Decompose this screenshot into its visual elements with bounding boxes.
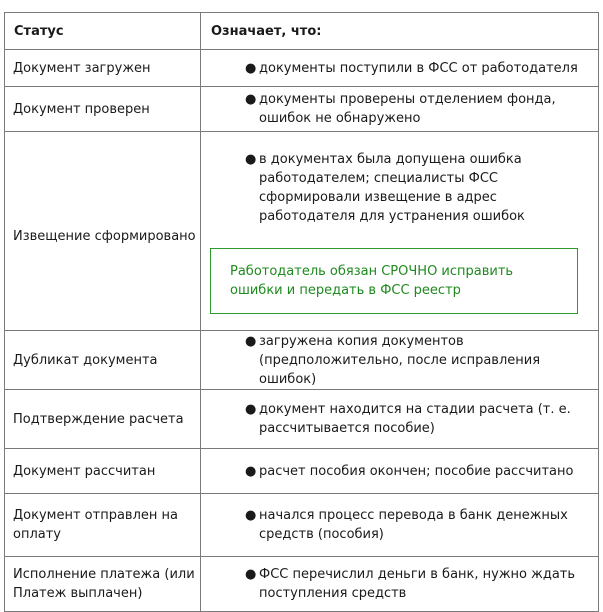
warning-notice: Работодатель обязан СРОЧНО исправить ошибки и передать в ФСС реестр: [210, 248, 578, 314]
list-item: [245, 59, 590, 78]
bullet-list: [245, 506, 590, 544]
status-cell: Подтверждение расчета: [5, 390, 201, 449]
list-item: [245, 462, 590, 481]
list-item-text: расчет пособия окончен; пособие рассчитано: [259, 463, 574, 479]
list-item: [245, 400, 590, 438]
list-item-text: документ находится на стадии расчета (т. е. рассчитывается пособие): [259, 402, 571, 436]
bullet-icon: ●: [245, 60, 257, 76]
meaning-cell: [201, 494, 599, 557]
list-item-text: в документах была допущена ошибка работодателем; специалисты ФСС сформировали извещение в адрес работодателя для устранения ошибок: [259, 152, 525, 224]
table-row: [5, 390, 599, 449]
status-cell: Документ рассчитан: [5, 449, 201, 494]
status-table: [4, 12, 599, 612]
bullet-icon: ●: [245, 92, 257, 107]
bullet-list: [245, 332, 590, 389]
bullet-icon: ●: [245, 333, 257, 349]
meaning-cell: [201, 87, 599, 132]
bullet-list: [245, 59, 590, 78]
table-row: [5, 87, 599, 132]
list-item: [245, 506, 590, 544]
meaning-cell: [201, 390, 599, 449]
header-status: Статус: [5, 13, 201, 50]
list-item: [245, 150, 590, 226]
status-cell: Документ загружен: [5, 50, 201, 87]
meaning-cell: [201, 331, 599, 390]
list-item: [245, 565, 590, 603]
bullet-icon: ●: [245, 463, 257, 479]
bullet-icon: ●: [245, 402, 257, 417]
meaning-cell: [201, 50, 599, 87]
list-item-text: ФСС перечислил деньги в банк, нужно ждать поступления средств: [259, 567, 576, 601]
bullet-list: [245, 150, 590, 226]
status-cell: Документ отправлен на оплату: [5, 494, 201, 557]
bullet-list: [245, 400, 590, 438]
list-item-text: загружена копия документов (предположительно, после исправления ошибок): [259, 333, 541, 387]
list-item: [245, 90, 590, 128]
meaning-cell: [201, 132, 599, 331]
bullet-list: [245, 462, 590, 481]
table-row: [5, 449, 599, 494]
table-row: [5, 494, 599, 557]
bullet-icon: ●: [245, 567, 257, 582]
status-cell: Извещение сформировано: [5, 132, 201, 331]
meaning-cell: [201, 449, 599, 494]
table-header-row: [5, 13, 599, 50]
bullet-list: [245, 565, 590, 603]
status-cell: Исполнение платежа (или Платеж выплачен): [5, 557, 201, 612]
list-item-text: начался процесс перевода в банк денежных средств (пособия): [259, 508, 568, 542]
table-row: [5, 50, 599, 87]
status-cell: Дубликат документа: [5, 331, 201, 390]
meaning-cell: [201, 557, 599, 612]
bullet-list: [245, 90, 590, 128]
table-row: [5, 132, 599, 331]
list-item-text: документы проверены отделением фонда, ошибок не обнаружено: [259, 92, 556, 126]
header-meaning: Означает, что:: [201, 13, 599, 50]
list-item: [245, 332, 590, 389]
bullet-icon: ●: [245, 152, 257, 167]
table-row: [5, 331, 599, 390]
list-item-text: документы поступили в ФСС от работодателя: [259, 60, 578, 76]
bullet-icon: ●: [245, 508, 257, 523]
status-cell: Документ проверен: [5, 87, 201, 132]
table-row: [5, 557, 599, 612]
